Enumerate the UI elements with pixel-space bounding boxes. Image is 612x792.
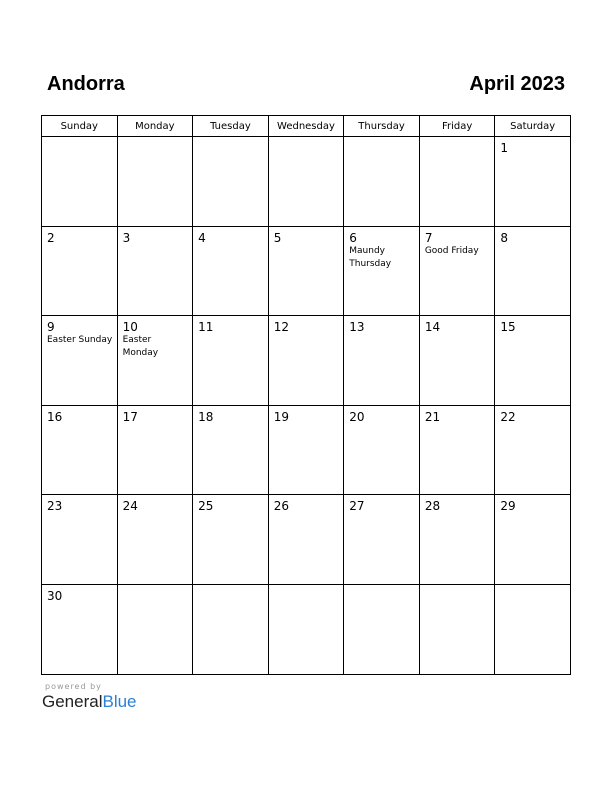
country-title: Andorra — [47, 73, 125, 95]
day-number: 18 — [198, 409, 214, 424]
day-number: 22 — [500, 409, 516, 424]
day-number: 9 — [47, 320, 55, 335]
day-number: 30 — [47, 588, 63, 603]
day-number: 27 — [349, 499, 365, 514]
weekday-friday: Friday — [419, 116, 495, 137]
day-number: 7 — [424, 230, 433, 245]
day-number: 23 — [47, 499, 63, 514]
day-cell — [268, 405, 344, 495]
calendar-header — [41, 70, 570, 100]
day-cell — [42, 226, 118, 316]
day-cell — [344, 584, 420, 674]
day-number: 12 — [273, 320, 289, 335]
weekday-thursday: Thursday — [344, 116, 420, 137]
day-number: 19 — [273, 409, 289, 424]
weekday-saturday: Saturday — [495, 116, 571, 137]
week-row — [42, 226, 571, 316]
day-number: 10 — [122, 320, 138, 335]
holiday-label: Easter Sunday — [47, 335, 113, 346]
day-cell — [268, 316, 344, 406]
day-number: 21 — [424, 409, 441, 424]
day-number: 29 — [500, 499, 516, 514]
weekday-wednesday: Wednesday — [268, 116, 344, 137]
powered-by-text: powered by — [45, 682, 102, 691]
day-cell — [42, 316, 118, 406]
day-cell — [344, 495, 420, 585]
day-cell — [495, 495, 571, 585]
day-number: 8 — [500, 230, 509, 245]
footer-branding — [42, 682, 137, 712]
day-number: 25 — [198, 499, 214, 514]
week-row — [42, 495, 571, 585]
day-cell — [193, 137, 269, 227]
day-cell — [495, 584, 571, 674]
day-cell — [117, 495, 193, 585]
day-cell — [268, 495, 344, 585]
day-cell — [419, 316, 495, 406]
day-cell — [268, 137, 344, 227]
week-row — [42, 137, 571, 227]
day-number: 24 — [122, 499, 138, 514]
day-cell — [344, 137, 420, 227]
day-cell — [268, 226, 344, 316]
day-cell — [419, 495, 495, 585]
brand-blue: Blue — [102, 692, 137, 711]
day-cell — [42, 405, 118, 495]
day-number: 6 — [349, 230, 357, 245]
day-cell — [344, 226, 420, 316]
weekday-tuesday: Tuesday — [193, 116, 269, 137]
day-number: 17 — [122, 409, 138, 424]
day-cell — [42, 584, 118, 674]
day-cell — [42, 137, 118, 227]
day-cell — [117, 226, 193, 316]
holiday-label: Easter Monday — [122, 335, 159, 359]
day-number: 28 — [424, 499, 441, 514]
week-row — [42, 584, 571, 674]
day-cell — [117, 405, 193, 495]
day-cell — [495, 316, 571, 406]
day-cell — [193, 495, 269, 585]
day-cell — [193, 316, 269, 406]
day-number: 5 — [273, 230, 282, 245]
day-number: 26 — [273, 499, 289, 514]
day-cell — [193, 405, 269, 495]
day-number: 13 — [349, 320, 365, 335]
day-number: 16 — [47, 409, 63, 424]
day-cell — [193, 226, 269, 316]
day-cell — [419, 405, 495, 495]
day-number: 3 — [122, 230, 131, 245]
week-row — [42, 405, 571, 495]
weekday-monday: Monday — [117, 116, 193, 137]
day-number: 11 — [198, 320, 214, 335]
day-number: 1 — [500, 141, 509, 155]
day-cell — [117, 584, 193, 674]
weekday-sunday: Sunday — [42, 116, 118, 137]
day-cell — [419, 584, 495, 674]
holiday-label: Good Friday — [424, 245, 479, 256]
day-cell — [419, 137, 495, 227]
week-row — [42, 316, 571, 406]
month-title: April 2023 — [469, 73, 565, 95]
day-number: 14 — [424, 320, 441, 335]
weekday-header-row — [42, 116, 571, 137]
day-cell — [344, 316, 420, 406]
day-number: 2 — [47, 230, 55, 245]
day-cell — [193, 584, 269, 674]
day-cell — [419, 226, 495, 316]
day-cell — [495, 405, 571, 495]
day-number: 4 — [198, 230, 206, 245]
brand-logo — [42, 692, 137, 712]
day-number: 20 — [349, 409, 365, 424]
day-cell — [42, 495, 118, 585]
brand-general: General — [42, 692, 103, 711]
day-cell — [344, 405, 420, 495]
day-cell — [117, 137, 193, 227]
day-cell — [268, 584, 344, 674]
holiday-label: Maundy Thursday — [349, 245, 392, 269]
day-number: 15 — [500, 320, 516, 335]
calendar-grid — [41, 115, 571, 675]
day-cell — [117, 316, 193, 406]
day-cell — [495, 226, 571, 316]
day-cell — [495, 137, 571, 227]
